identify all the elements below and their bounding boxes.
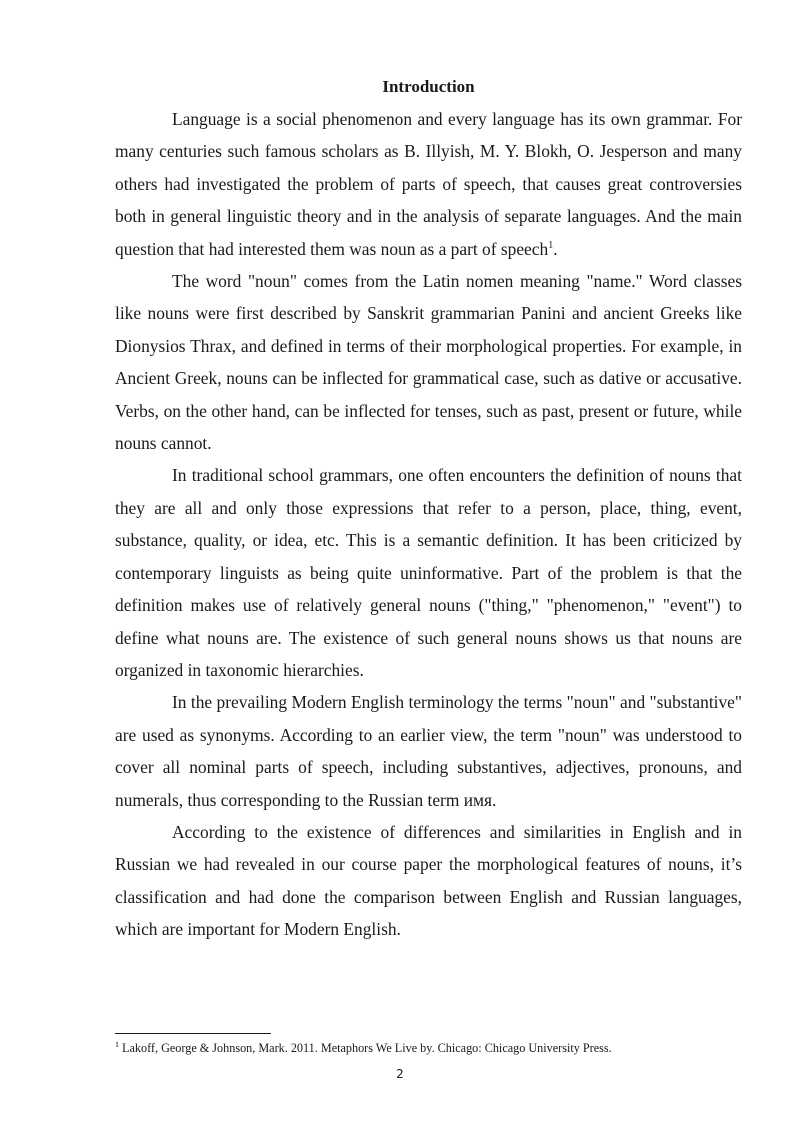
footnote-divider: [115, 1033, 271, 1034]
footnote-marker: 1: [115, 1039, 119, 1049]
paragraph-2: The word "noun" comes from the Latin nomen meaning "name." Word classes like nouns were first described by Sanskrit grammarian Panini and ancient Greeks like Dionysios Thrax, and defined in terms of their morphological properties. For example, in Ancient Greek, nouns can be inflected for grammatical case, such as dative or accusative. Verbs, on the other hand, can be inflected for tenses, such as past, present or future, while nouns cannot.: [115, 271, 742, 454]
page-number: 2: [396, 1067, 404, 1081]
body-text: [115, 103, 742, 946]
page-title: Introduction: [382, 77, 475, 96]
footnote-reference[interactable]: 1: [548, 239, 554, 251]
paragraph-1-text: Language is a social phenomenon and every language has its own grammar. For many centuries such famous scholars as B. Illyish, M. Y. Blokh, O. Jesperson and many others had investigated the problem of parts of speech, that causes great controversies both in general linguistic theory and in the analysis of separate languages. And the main question that had interested them was noun as a part of speech: [115, 109, 742, 259]
footnote: [115, 1040, 755, 1056]
paragraph-1: [115, 103, 742, 265]
footnote-text: Lakoff, George & Johnson, Mark. 2011. Metaphors We Live by. Chicago: Chicago University Press.: [119, 1041, 612, 1055]
paragraph-4: In the prevailing Modern English terminology the terms "noun" and "substantive" are used as synonyms. According to an earlier view, the term "noun" was understood to cover all nominal parts of speech, including substantives, adjectives, pronouns, and numerals, thus corresponding to the Russian term имя.: [115, 692, 742, 810]
paragraph-5: According to the existence of differences and similarities in English and in Russian we had revealed in our course paper the morphological features of nouns, it’s classification and had done the comparison between English and Russian languages, which are important for Modern English.: [115, 821, 742, 940]
paragraph-1-ending: .: [553, 238, 558, 259]
paragraph-3: In traditional school grammars, one often encounters the definition of nouns that they are all and only those expressions that refer to a person, place, thing, event, substance, quality, or idea, etc. This is a semantic definition. It has been criticized by contemporary linguists as being quite uninformative. Part of the problem is that the definition makes use of relatively general nouns ("thing," "phenomenon," "event") to define what nouns are. The existence of such general nouns shows us that nouns are organized in taxonomic hierarchies.: [115, 465, 742, 680]
